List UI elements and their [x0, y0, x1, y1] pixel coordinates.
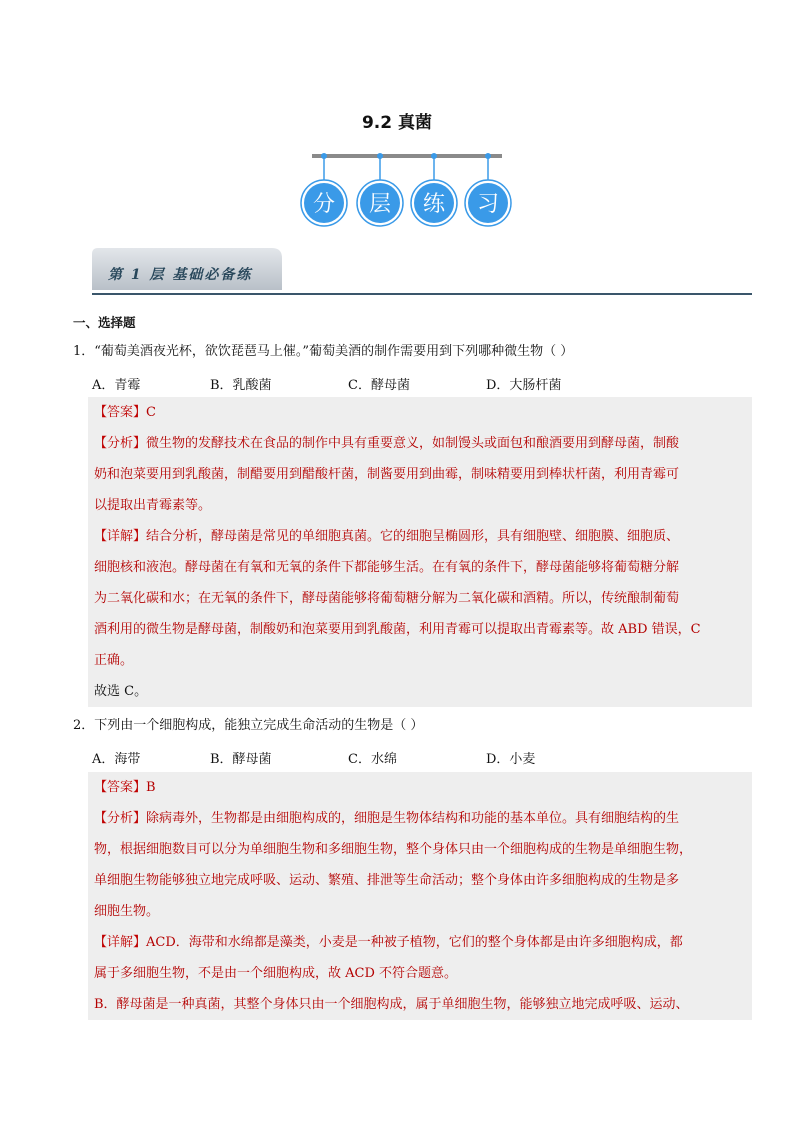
answer-line — [94, 772, 748, 803]
answer-tag: 【答案】 — [94, 780, 147, 795]
option-a: A．海带 — [92, 752, 141, 767]
question-2-stem: 2．下列由一个细胞构成，能独立完成生命活动的生物是（ ） — [73, 718, 424, 733]
analysis-line — [94, 428, 748, 459]
option-c: C．水绵 — [348, 752, 397, 767]
detail-line: 属于多细胞生物，不是由一个细胞构成，故 ACD 不符合题意。 — [94, 966, 458, 981]
answer-line — [94, 397, 748, 428]
analysis-line: 单细胞生物能够独立地完成呼吸、运动、繁殖、排泄等生命活动；整个身体由许多细胞构成的生物是多 — [94, 873, 680, 888]
section-heading: 一、选择题 — [73, 315, 136, 330]
banner-bar — [312, 154, 502, 158]
analysis-line: 以提取出青霉素等。 — [94, 498, 212, 513]
banner-dot — [321, 153, 327, 159]
analysis-line — [94, 803, 748, 834]
detail-line: 正确。 — [94, 653, 134, 668]
option-b: B．乳酸菌 — [210, 378, 272, 393]
detail-text: 结合分析，酵母菌是常见的单细胞真菌。它的细胞呈椭圆形，具有细胞壁、细胞膜、细胞质、 — [146, 529, 680, 544]
banner-dot — [377, 153, 383, 159]
analysis-line: 奶和泡菜要用到乳酸菌，制醋要用到醋酸杆菌，制酱要用到曲霉，制味精要用到棒状杆菌，利用青霉可 — [94, 467, 680, 482]
detail-line — [94, 521, 748, 552]
page-title: 9.2 真菌 — [361, 113, 433, 133]
detail-line: 为二氧化碳和水；在无氧的条件下，酵母菌能够将葡萄糖分解为二氧化碳和酒精。所以，传统酿制葡萄 — [94, 591, 680, 606]
option-a: A．青霉 — [92, 378, 141, 393]
answer-value: B — [146, 780, 156, 795]
banner-char: 习 — [476, 192, 500, 217]
detail-line: 酒利用的微生物是酵母菌，制酸奶和泡菜要用到乳酸菌，利用青霉可以提取出青霉素等。故 ABD 错误，C — [94, 622, 701, 637]
layer-divider — [92, 293, 752, 295]
option-c: C．酵母菌 — [348, 378, 410, 393]
analysis-text: 微生物的发酵技术在食品的制作中具有重要意义，如制馒头或面包和酿酒要用到酵母菌，制酸 — [146, 436, 680, 451]
banner-dot — [431, 153, 437, 159]
analysis-line: 细胞生物。 — [94, 904, 160, 919]
analysis-text: 除病毒外，生物都是由细胞构成的，细胞是生物体结构和功能的基本单位。具有细胞结构的生 — [146, 811, 680, 826]
banner-char: 分 — [312, 192, 336, 217]
option-d: D．小麦 — [486, 752, 536, 767]
banner-char: 练 — [422, 192, 446, 217]
question-1-solution — [88, 397, 752, 707]
analysis-tag: 【分析】 — [94, 811, 147, 826]
conclusion-line: 故选 C。 — [94, 684, 148, 699]
option-d: D．大肠杆菌 — [486, 378, 562, 393]
layered-practice-banner — [0, 148, 794, 233]
detail-tag: 【详解】 — [94, 935, 147, 950]
question-1-stem: 1．“葡萄美酒夜光杯，欲饮琵琶马上催。”葡萄美酒的制作需要用到下列哪种微生物（ ） — [73, 344, 574, 359]
banner-char: 层 — [368, 192, 392, 217]
question-2-solution — [88, 772, 752, 1020]
answer-tag: 【答案】 — [94, 405, 147, 420]
analysis-tag: 【分析】 — [94, 436, 147, 451]
option-b: B．酵母菌 — [210, 752, 272, 767]
analysis-line: 物，根据细胞数目可以分为单细胞生物和多细胞生物，整个身体只由一个细胞构成的生物是单细胞生物， — [94, 842, 693, 857]
answer-value: C — [146, 405, 156, 420]
detail-line — [94, 927, 748, 958]
detail-text: ACD．海带和水绵都是藻类，小麦是一种被子植物，它们的整个身体都是由许多细胞构成，都 — [146, 935, 683, 950]
layer-label: 第 1 层 基础必备练 — [108, 267, 253, 283]
detail-line: B．酵母菌是一种真菌，其整个身体只由一个细胞构成，属于单细胞生物，能够独立地完成呼吸、运动、 — [94, 997, 689, 1012]
banner-dot — [485, 153, 491, 159]
detail-line: 细胞核和液泡。酵母菌在有氧和无氧的条件下都能够生活。在有氧的条件下，酵母菌能够将葡萄糖分解 — [94, 560, 680, 575]
detail-tag: 【详解】 — [94, 529, 147, 544]
